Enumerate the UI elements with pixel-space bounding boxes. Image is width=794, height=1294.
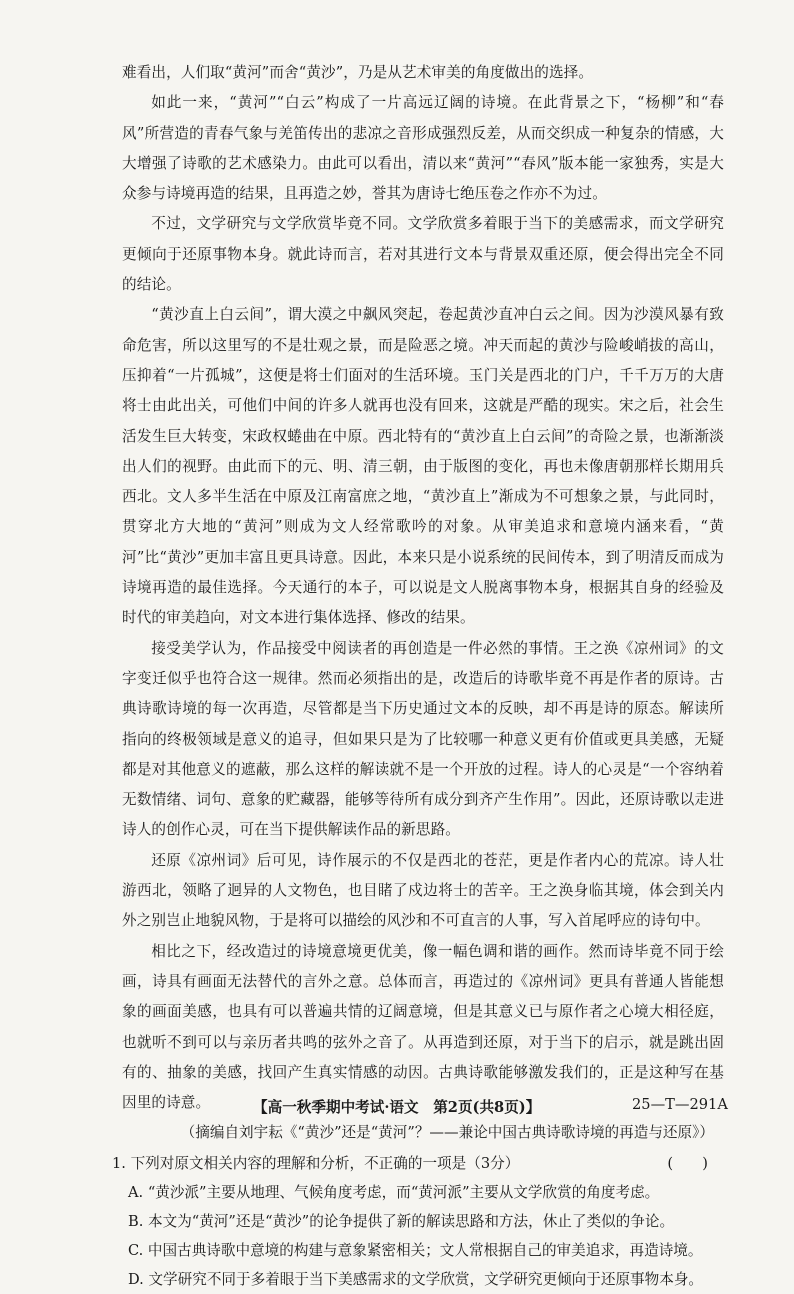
- passage-paragraph: 难看出，人们取“黄河”而舍“黄沙”，乃是从艺术审美的角度做出的选择。: [122, 64, 594, 81]
- passage-paragraph: 接受美学认为，作品接受中阅读者的再创造是一件必然的事情。王之涣《凉州词》的文字变迁似乎也符合这一规律。然而必须指出的是，改造后的诗歌毕竟不再是作者的原诗。古典诗歌诗境的每一次再造，尽管都是当下历史通过文本的反映，却不再是诗的原态。解读所指向的终极领域是意义的追寻，但如果只是为了比较哪一种意义更有价值或更具美感，无疑都是对其他意义的遮蔽，那么这样的解读就不是一个开放的过程。诗人的心灵是“一个容纳着无数情绪、词句、意象的贮藏器，能够等待所有成分到齐产生作用”。因此，还原诗歌以走进诗人的创作心灵，可在当下提供解读作品的新思路。: [122, 639, 724, 839]
- option-b: B. 本文为“黄河”还是“黄沙”的论争提供了新的解读思路和方法，休止了类似的争论。: [128, 1212, 675, 1230]
- passage-paragraph: 不过，文学研究与文学欣赏毕竟不同。文学欣赏多着眼于当下的美感需求，而文学研究更倾向于还原事物本身。就此诗而言，若对其进行文本与背景双重还原，便会得出完全不同的结论。: [122, 215, 724, 294]
- passage-paragraph: “黄沙直上白云间”，谓大漠之中飙风突起，卷起黄沙直冲白云之间。因为沙漠风暴有致命危害，所以这里写的不是壮观之景，而是险恶之境。冲天而起的黄沙与险峻峭拔的高山，压抑着“一片孤城”，这便是将士们面对的生活环境。玉门关是西北的门户，千千万万的大唐将士由此出关，可他们中间的许多人就再也没有回来，这就是严酷的现实。宋之后，社会生活发生巨大转变，宋政权蜷曲在中原。西北特有的“黄沙直上白云间”的奇险之景，也渐渐淡出人们的视野。由此而下的元、明、清三朝，由于版图的变化，再也未像唐朝那样长期用兵西北。文人多半生活在中原及江南富庶之地，“黄沙直上”渐成为不可想象之景，与此同时，贯穿北方大地的“黄河”则成为文人经常歌吟的对象。从审美追求和意境内涵来看，“黄河”比“黄沙”更加丰富且更具诗意。因此，本来只是小说系统的民间传本，到了明清反而成为诗境再造的最佳选择。今天通行的本子，可以说是文人脱离事物本身，根据其自身的经验及时代的审美趋向，对文本进行集体选择、修改的结果。: [122, 306, 724, 627]
- passage-paragraph: 还原《凉州词》后可见，诗作展示的不仅是西北的苍茫，更是作者内心的荒凉。诗人壮游西北，领略了迥异的人文物色，也目睹了戍边将士的苦辛。王之涣身临其境，体会到关内外之别岂止地貌风物，于是将可以描绘的风沙和不可直言的人事，写入首尾呼应的诗句中。: [122, 851, 724, 930]
- option-a: A. “黄沙派”主要从地理、气候角度考虑，而“黄河派”主要从文学欣赏的角度考虑。: [128, 1183, 660, 1201]
- question-1: [112, 1149, 724, 1294]
- passage-paragraph: 相比之下，经改造过的诗境意境更优美，像一幅色调和谐的画作。然而诗毕竟不同于绘画，诗具有画面无法替代的言外之意。总体而言，再造过的《凉州词》更具有普通人皆能想象的画面美感，也具有可以普遍共情的辽阔意境，但是其意义已与原作者之心境大相径庭，也就听不到可以与亲历者共鸣的弦外之音了。从再造到还原，对于当下的启示，就是跳出固有的、抽象的美感，找回产生真实情感的动因。古典诗歌能够激发我们的，正是这种写在基因里的诗意。: [122, 942, 724, 1112]
- answer-parentheses: ( ): [667, 1154, 708, 1172]
- option-d: D. 文学研究不同于多着眼于当下美感需求的文学欣赏，文学研究更倾向于还原事物本身。: [128, 1270, 704, 1288]
- option-c: C. 中国古典诗歌中意境的构建与意象紧密相关；文人常根据自己的审美追求，再造诗境。: [128, 1241, 703, 1259]
- footer-exam-title: 【高一秋季期中考试·语文 第2页(共8页)】: [253, 1099, 541, 1116]
- passage-paragraph: 如此一来，“黄河”“白云”构成了一片高远辽阔的诗境。在此背景之下，“杨柳”和“春风”所营造的青春气象与羌笛传出的悲凉之音形成强烈反差，从而交织成一种复杂的情感，大大增强了诗歌的艺术感染力。由此可以看出，清以来“黄河”“春风”版本能一家独秀，实是大众参与诗境再造的结果，且再造之妙，誉其为唐诗七绝压卷之作亦不为过。: [122, 94, 724, 203]
- question-stem-row: [112, 1149, 724, 1178]
- question-stem: 1. 下列对原文相关内容的理解和分析，不正确的一项是（3分）: [112, 1154, 520, 1172]
- passage: [122, 58, 724, 1149]
- footer-paper-code: 25—T—291A: [632, 1096, 728, 1113]
- passage-source: （摘编自刘宇耘《“黄沙”还是“黄河”？——兼论中国古典诗歌诗境的再造与还原》）: [180, 1124, 714, 1142]
